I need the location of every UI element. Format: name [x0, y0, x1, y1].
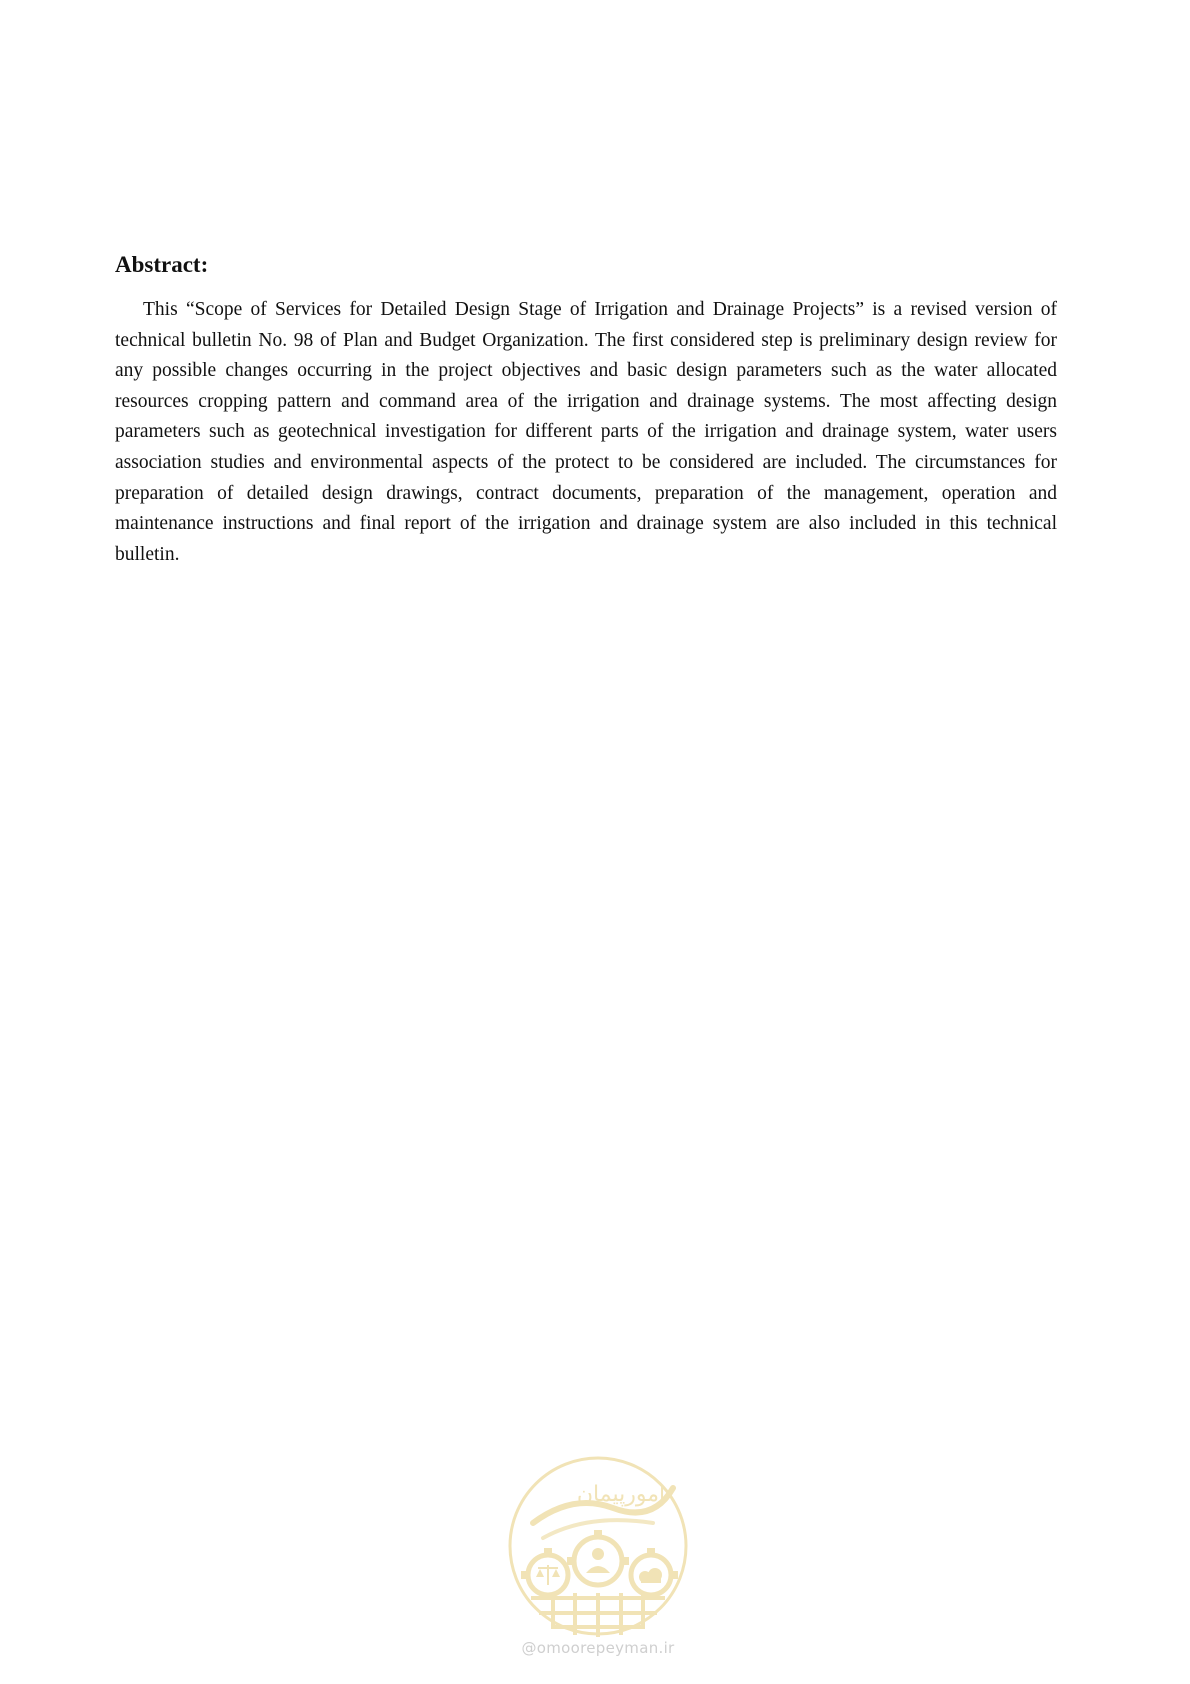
- person-icon: [586, 1548, 610, 1573]
- abstract-heading: Abstract:: [115, 252, 209, 277]
- globe-icon: [531, 1593, 665, 1637]
- scales-icon: [536, 1565, 560, 1585]
- watermark-seal-icon: [503, 1453, 693, 1639]
- watermark-logo-text: امورپیمان: [576, 1482, 666, 1507]
- watermark-logo: [503, 1453, 693, 1663]
- watermark-url: @omoorepeyman.ir: [521, 1639, 675, 1657]
- cloud-icon: [639, 1568, 662, 1583]
- abstract-paragraph: This “Scope of Services for Detailed Design Stage of Irrigation and Drainage Projects” is a revised version of technical bulletin No. 98 of Plan and Budget Organization. The first considered step is preliminary design review for any possible changes occurring in the project objectives and basic design parameters such as the water allocated resources cropping pattern and command area of the irrigation and drainage systems. The most affecting design parameters such as geotechnical investigation for different parts of the irrigation and drainage system, water users association studies and environmental aspects of the protect to be considered are included. The circumstances for preparation of detailed design drawings, contract documents, preparation of the management, operation and maintenance instructions and final report of the irrigation and drainage system are also included in this technical bulletin.: [115, 299, 1057, 565]
